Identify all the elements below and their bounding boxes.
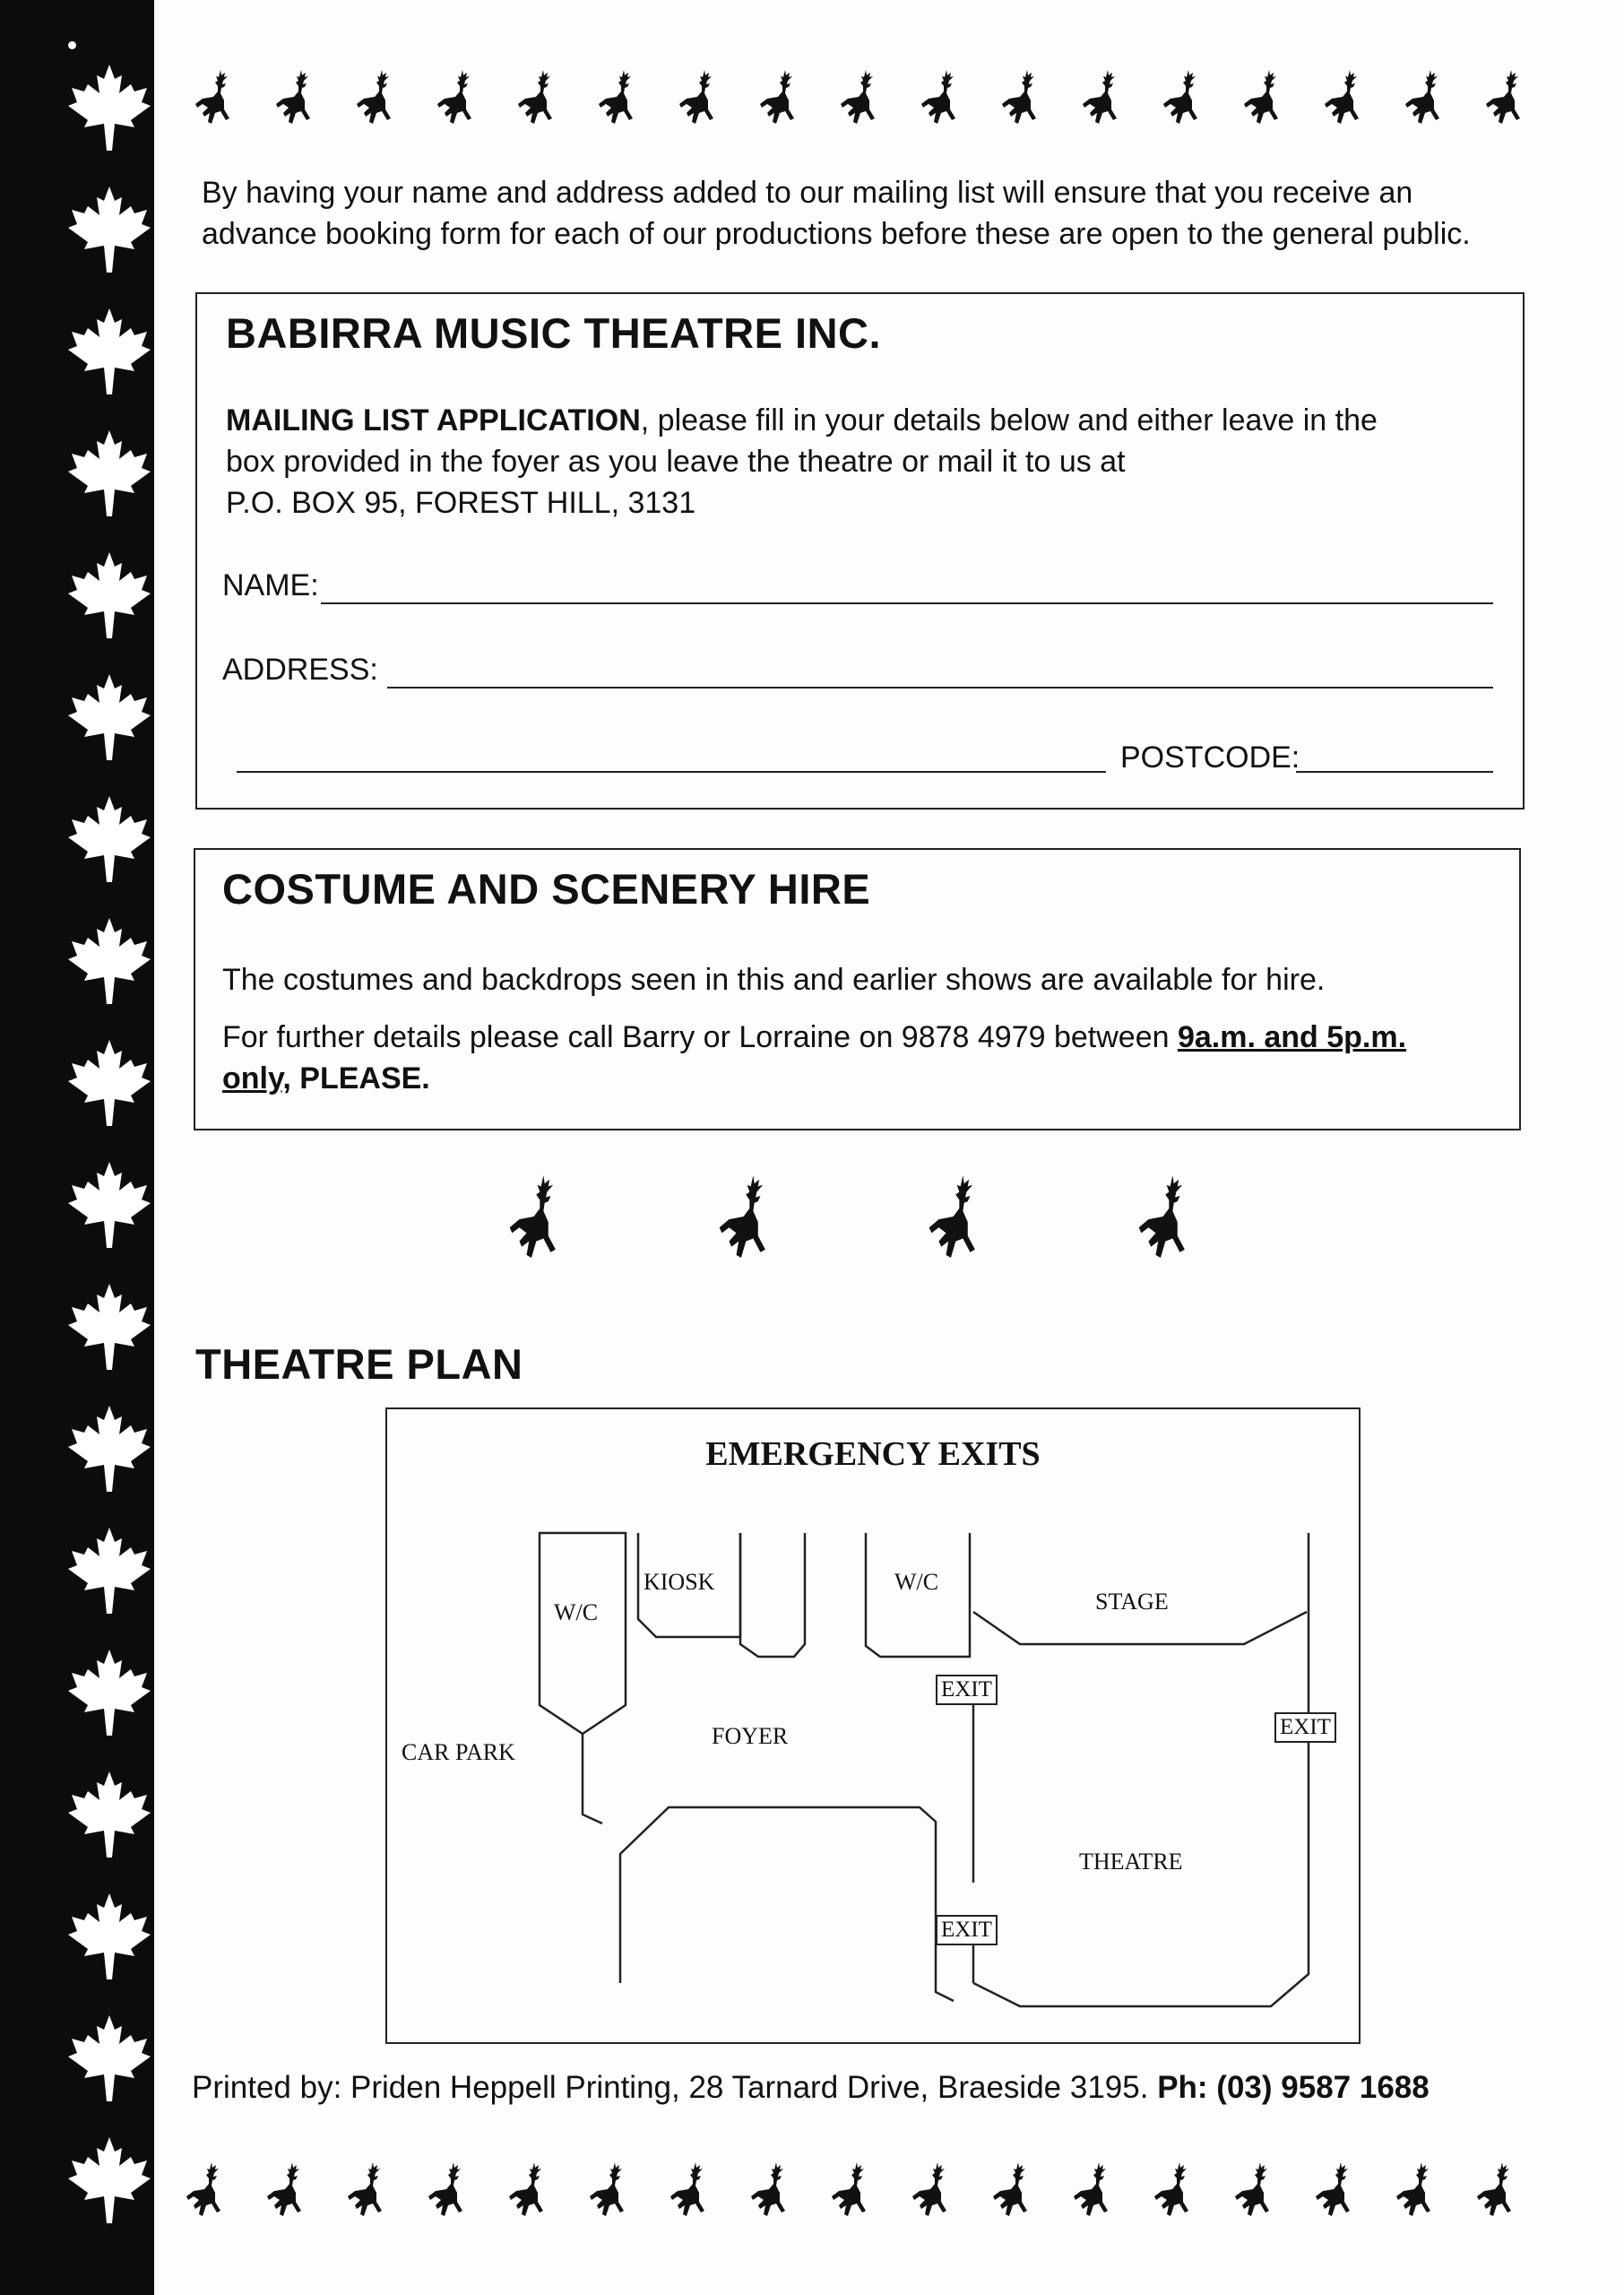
wc-right-label: W/C [894, 1569, 939, 1595]
mailing-title: BABIRRA MUSIC THEATRE INC. [226, 309, 882, 357]
maple-leaf-icon [65, 61, 154, 151]
reindeer-icon [920, 68, 966, 126]
reindeer-icon [274, 68, 321, 126]
reindeer-icon [1233, 2161, 1280, 2218]
postcode-field[interactable] [1296, 771, 1493, 773]
reindeer-icon [516, 68, 563, 126]
name-label: NAME: [222, 568, 319, 602]
maple-leaf-icon [65, 1036, 154, 1126]
maple-leaf-icon [65, 183, 154, 273]
printer-credit [192, 2067, 1430, 2109]
hire-only: only, [222, 1061, 291, 1096]
corridor-left-wall [583, 1734, 602, 1823]
foyer-label: FOYER [712, 1723, 789, 1749]
maple-leaf-icon [65, 427, 154, 516]
left-border-strip [0, 0, 154, 2295]
hire-line-2: For further details please call Barry or Lorraine on 9878 4979 between [222, 1020, 1178, 1054]
wc-left-label: W/C [554, 1599, 599, 1625]
reindeer-icon [911, 2161, 957, 2218]
reindeer-icon [346, 2161, 393, 2218]
reindeer-icon [678, 68, 724, 126]
intro-text [202, 172, 1564, 255]
reindeer-icon [1484, 68, 1531, 126]
exit-sign-right: EXIT [1274, 1712, 1336, 1743]
reindeer-icon [436, 68, 482, 126]
reindeer-icon [265, 2161, 312, 2218]
address-field[interactable] [387, 687, 1493, 688]
costume-hire-box [194, 848, 1521, 1130]
theatre-plan-heading: THEATRE PLAN [195, 1340, 523, 1388]
emergency-exits-title: EMERGENCY EXITS [705, 1435, 1041, 1473]
maple-leaf-icon [65, 1280, 154, 1370]
reindeer-icon [1162, 68, 1208, 126]
reindeer-icon [669, 2161, 715, 2218]
car-park-label: CAR PARK [402, 1739, 515, 1765]
reindeer-icon [355, 68, 402, 126]
foyer-lower-walls [620, 1807, 954, 2001]
reindeer-icon [749, 2161, 796, 2218]
reindeer-icon [991, 2161, 1038, 2218]
name-field[interactable] [321, 602, 1493, 604]
reindeer-icon [1404, 68, 1450, 126]
reindeer-icon [717, 1173, 780, 1260]
hire-line-1: The costumes and backdrops seen in this and earlier shows are available for hire. [222, 963, 1326, 997]
mailing-instructions [226, 400, 1499, 524]
exit-sign-foyer: EXIT [936, 1675, 998, 1705]
maple-leaf-icon [65, 2012, 154, 2101]
kiosk-annex-walls [740, 1533, 805, 1657]
kiosk-label: KIOSK [644, 1569, 715, 1595]
stage-label: STAGE [1095, 1589, 1169, 1615]
reindeer-icon [839, 68, 885, 126]
reindeer-icon [507, 1173, 570, 1260]
address-label: ADDRESS: [222, 653, 378, 687]
floor-plan-walls [387, 1409, 1359, 2042]
reindeer-icon [588, 2161, 635, 2218]
address-field-line-2[interactable] [237, 771, 1106, 773]
printer-text: Printed by: Priden Heppell Printing, 28 Tarnard Drive, Braeside 3195. [192, 2070, 1158, 2105]
maple-leaf-icon [65, 1768, 154, 1858]
reindeer-icon [1136, 1173, 1199, 1260]
maple-leaf-icon [65, 1646, 154, 1736]
maple-leaf-icon [65, 1158, 154, 1248]
intro-line-2: advance booking form for each of our productions before these are open to the general public. [202, 217, 1471, 251]
mailing-lead-rest: , please fill in your details below and either leave in the [640, 403, 1378, 437]
reindeer-icon [427, 2161, 473, 2218]
exit-sign-lower: EXIT [936, 1915, 998, 1945]
maple-leaf-icon [65, 792, 154, 882]
reindeer-icon [1242, 68, 1289, 126]
reindeer-icon [1395, 2161, 1441, 2218]
maple-leaf-icon [65, 671, 154, 760]
maple-leaf-icon [65, 305, 154, 394]
maple-leaf-icon [65, 1890, 154, 1979]
intro-line-1: By having your name and address added to our mailing list will ensure that you receive an [202, 176, 1413, 210]
stage-edge [973, 1612, 1307, 1644]
wc-left-walls [540, 1533, 626, 1734]
phone-number: (03) 9587 1688 [1207, 2070, 1430, 2105]
reindeer-icon [597, 68, 644, 126]
maple-leaf-icon [65, 549, 154, 638]
binding-hole-dot [68, 41, 76, 49]
hire-hours: 9a.m. and 5p.m. [1177, 1020, 1407, 1054]
reindeer-icon [1000, 68, 1047, 126]
hire-please: PLEASE. [290, 1061, 430, 1096]
reindeer-icon [185, 2161, 231, 2218]
reindeer-icon [1475, 2161, 1522, 2218]
theatre-label: THEATRE [1079, 1849, 1183, 1875]
hire-details [222, 1017, 1504, 1099]
theatre-plan-box [385, 1407, 1361, 2044]
reindeer-icon [1081, 68, 1127, 126]
mailing-lead-bold: MAILING LIST APPLICATION [226, 403, 641, 437]
reindeer-icon [758, 68, 805, 126]
hire-title: COSTUME AND SCENERY HIRE [222, 865, 871, 913]
phone-label: Ph: [1157, 2070, 1208, 2105]
reindeer-icon [1072, 2161, 1119, 2218]
reindeer-icon [1323, 68, 1369, 126]
maple-leaf-icon [65, 914, 154, 1004]
reindeer-icon [507, 2161, 554, 2218]
maple-leaf-icon [65, 2134, 154, 2223]
reindeer-icon [1314, 2161, 1361, 2218]
mailing-line-2: box provided in the foyer as you leave the theatre or mail it to us at [226, 445, 1126, 479]
mailing-list-box [195, 292, 1525, 810]
maple-leaf-icon [65, 1402, 154, 1492]
reindeer-icon [927, 1173, 989, 1260]
mailing-address: P.O. BOX 95, FOREST HILL, 3131 [226, 486, 696, 520]
reindeer-icon [1153, 2161, 1199, 2218]
reindeer-icon [194, 68, 240, 126]
postcode-label: POSTCODE: [1120, 740, 1300, 775]
reindeer-icon [830, 2161, 877, 2218]
maple-leaf-icon [65, 1524, 154, 1614]
